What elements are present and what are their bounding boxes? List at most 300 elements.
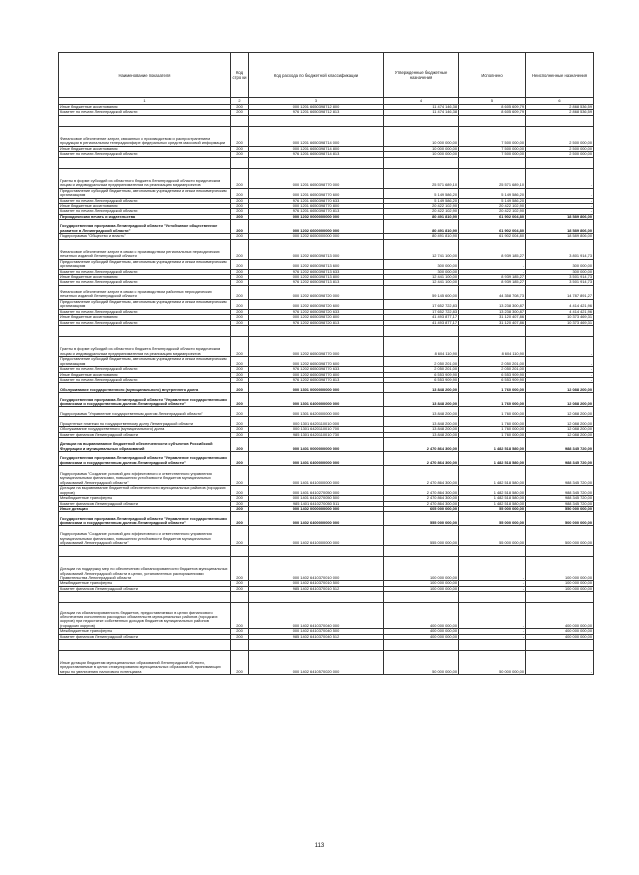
row-name: Предоставление субсидий бюджетным, автономным учреждениям и иным некоммерческим организациям bbox=[59, 357, 231, 367]
row-line-code: 200 bbox=[231, 427, 249, 432]
table-row bbox=[59, 168, 594, 188]
row-unexecuted: 988 345 720,00 bbox=[526, 438, 594, 452]
row-kbk: 000 1402 6410370010 500 bbox=[249, 581, 384, 586]
row-executed: 6 553 909,90 bbox=[459, 372, 526, 377]
header-approved: Утвержденные бюджетные назначения bbox=[384, 53, 459, 98]
row-executed: 1 760 000,00 bbox=[459, 407, 526, 417]
row-executed: 2 050 201,00 bbox=[459, 357, 526, 367]
row-executed: - bbox=[459, 269, 526, 274]
row-line-code: 200 bbox=[231, 110, 249, 115]
row-executed: 8 939 185,27 bbox=[459, 280, 526, 285]
column-number: 4 bbox=[384, 98, 459, 105]
row-line-code: 200 bbox=[231, 438, 249, 452]
row-approved: 100 000 000,00 bbox=[384, 586, 459, 591]
row-approved: 12 441 100,00 bbox=[384, 275, 459, 280]
row-executed: 1 760 000,00 bbox=[459, 432, 526, 437]
row-line-code: 200 bbox=[231, 367, 249, 372]
row-approved: 2 470 864 300,00 bbox=[384, 466, 459, 486]
row-executed bbox=[459, 326, 526, 337]
row-kbk: 985 1301 6420110010 730 bbox=[249, 432, 384, 437]
row-unexecuted: 12 088 200,00 bbox=[526, 417, 594, 427]
table-header-row bbox=[59, 53, 594, 98]
row-name: Иные бюджетные ассигнования bbox=[59, 146, 231, 151]
row-line-code bbox=[231, 592, 249, 603]
row-name bbox=[59, 157, 231, 168]
row-executed: 1 760 000,00 bbox=[459, 417, 526, 427]
row-name: Дотации на выравнивание бюджетной обеспеченности муниципальных районов (городских округов) bbox=[59, 486, 231, 496]
row-name: Комитет по печати Ленинградской области bbox=[59, 309, 231, 314]
row-name: Комитет по печати Ленинградской области bbox=[59, 280, 231, 285]
row-unexecuted: 100 000 000,00 bbox=[526, 586, 594, 591]
row-name: Комитет по печати Ленинградской области bbox=[59, 377, 231, 382]
row-name: Иные дотации bbox=[59, 506, 231, 511]
row-executed: - bbox=[459, 581, 526, 586]
row-approved: 400 000 000,00 bbox=[384, 603, 459, 629]
table-row bbox=[59, 452, 594, 466]
row-unexecuted: 2 868 536,59 bbox=[526, 110, 594, 115]
row-line-code: 200 bbox=[231, 239, 249, 259]
table-row bbox=[59, 259, 594, 269]
row-approved: 80 491 810,90 bbox=[384, 214, 459, 219]
row-approved: 13 848 200,00 bbox=[384, 417, 459, 427]
row-approved: 555 000 000,00 bbox=[384, 512, 459, 526]
row-approved: 2 470 864 300,00 bbox=[384, 486, 459, 496]
row-unexecuted: - bbox=[526, 168, 594, 188]
row-name: Периодическая печать и издательства bbox=[59, 214, 231, 219]
row-approved: 13 848 200,00 bbox=[384, 383, 459, 393]
row-approved: 6 553 909,90 bbox=[384, 372, 459, 377]
row-line-code: 200 bbox=[231, 432, 249, 437]
row-unexecuted: - bbox=[526, 367, 594, 372]
row-line-code: 200 bbox=[231, 557, 249, 581]
row-unexecuted: 3 501 914,73 bbox=[526, 280, 594, 285]
row-executed: - bbox=[459, 603, 526, 629]
row-executed: 7 500 000,00 bbox=[459, 152, 526, 157]
header-unexecuted: Неисполненные назначения bbox=[526, 53, 594, 98]
row-kbk: 000 1201 6650398770 800 bbox=[249, 204, 384, 209]
table-row bbox=[59, 383, 594, 393]
row-name: Комитет по печати Ленинградской области bbox=[59, 367, 231, 372]
row-approved: 17 652 722,83 bbox=[384, 309, 459, 314]
table-row bbox=[59, 220, 594, 234]
row-unexecuted: 4 414 421,96 bbox=[526, 299, 594, 309]
row-name bbox=[59, 592, 231, 603]
budget-report-sheet bbox=[58, 52, 593, 675]
row-kbk: 000 1202 6650398720 800 bbox=[249, 315, 384, 320]
row-line-code: 200 bbox=[231, 146, 249, 151]
row-approved: 25 571 689,10 bbox=[384, 168, 459, 188]
table-row bbox=[59, 466, 594, 486]
row-name: Процентные платежи по государственному долгу Ленинградской области bbox=[59, 417, 231, 427]
row-name: Иные бюджетные ассигнования bbox=[59, 204, 231, 209]
row-kbk: 976 1201 6650398770 813 bbox=[249, 209, 384, 214]
row-name bbox=[59, 546, 231, 557]
row-kbk: 000 1202 6650398770 600 bbox=[249, 357, 384, 367]
row-executed: 1 482 518 580,00 bbox=[459, 501, 526, 506]
row-kbk: 000 1202 6650398770 000 bbox=[249, 337, 384, 357]
row-kbk: 000 1201 6650398714 000 bbox=[249, 126, 384, 146]
table-row bbox=[59, 546, 594, 557]
row-line-code: 200 bbox=[231, 198, 249, 203]
row-unexecuted: 18 589 806,00 bbox=[526, 214, 594, 219]
row-kbk: 976 1201 6650398714 813 bbox=[249, 152, 384, 157]
row-executed bbox=[459, 115, 526, 126]
row-unexecuted: - bbox=[526, 377, 594, 382]
row-executed: - bbox=[459, 557, 526, 581]
row-executed: 61 902 004,80 bbox=[459, 214, 526, 219]
row-name: Обслуживание государственного (муниципального) внутреннего долга bbox=[59, 383, 231, 393]
row-unexecuted: 100 000 000,00 bbox=[526, 557, 594, 581]
row-name bbox=[59, 639, 231, 650]
row-kbk: 976 1202 6650398713 813 bbox=[249, 280, 384, 285]
column-number: 6 bbox=[526, 98, 594, 105]
row-line-code: 200 bbox=[231, 299, 249, 309]
row-unexecuted: 18 589 806,00 bbox=[526, 220, 594, 234]
row-line-code: 200 bbox=[231, 220, 249, 234]
row-line-code: 200 bbox=[231, 275, 249, 280]
row-executed: - bbox=[459, 629, 526, 634]
table-row bbox=[59, 407, 594, 417]
row-kbk bbox=[249, 115, 384, 126]
column-number: 1 bbox=[59, 98, 231, 105]
row-kbk: 000 1402 0000000000 000 bbox=[249, 506, 384, 511]
table-row bbox=[59, 157, 594, 168]
row-kbk: 000 1402 6400000000 000 bbox=[249, 512, 384, 526]
row-approved: 6 553 909,90 bbox=[384, 377, 459, 382]
row-approved: 12 741 100,00 bbox=[384, 239, 459, 259]
row-unexecuted: 400 000 000,00 bbox=[526, 634, 594, 639]
row-executed: 8 939 185,27 bbox=[459, 275, 526, 280]
row-approved: 5 149 586,20 bbox=[384, 188, 459, 198]
row-kbk: 000 1202 6650398713 600 bbox=[249, 259, 384, 269]
row-executed bbox=[459, 592, 526, 603]
row-line-code: 200 bbox=[231, 634, 249, 639]
row-approved: 2 050 201,00 bbox=[384, 357, 459, 367]
row-name: Комитет по печати Ленинградской области bbox=[59, 269, 231, 274]
column-number-row bbox=[59, 98, 594, 105]
row-executed: 2 050 201,00 bbox=[459, 367, 526, 372]
table-row bbox=[59, 299, 594, 309]
row-kbk bbox=[249, 639, 384, 650]
row-name: Дотации на выравнивание бюджетной обеспеченности субъектов Российской Федерации и муниципальных образований bbox=[59, 438, 231, 452]
page-number: 113 bbox=[314, 843, 325, 849]
row-kbk: 000 1401 6410270050 500 bbox=[249, 496, 384, 501]
row-approved bbox=[384, 639, 459, 650]
row-kbk: 976 1202 6650398770 633 bbox=[249, 367, 384, 372]
row-approved: 400 000 000,00 bbox=[384, 629, 459, 634]
row-line-code: 200 bbox=[231, 407, 249, 417]
row-approved: 80 491 810,90 bbox=[384, 220, 459, 234]
row-name: Иные бюджетные ассигнования bbox=[59, 372, 231, 377]
row-line-code: 200 bbox=[231, 315, 249, 320]
row-approved: 13 848 200,00 bbox=[384, 393, 459, 407]
row-name: Финансовое обеспечение затрат в связи с производством региональных периодических печатных изданий Ленинградской области bbox=[59, 239, 231, 259]
header-kbk: Код расхода по бюджетной классификации bbox=[249, 53, 384, 98]
row-line-code: 200 bbox=[231, 417, 249, 427]
row-approved: 605 000 000,00 bbox=[384, 506, 459, 511]
row-line-code: 200 bbox=[231, 383, 249, 393]
row-kbk bbox=[249, 326, 384, 337]
row-executed bbox=[459, 639, 526, 650]
row-name: Государственная программа Ленинградской области "Устойчивое общественное развитие в Ленинградской области" bbox=[59, 220, 231, 234]
row-executed: 25 571 689,10 bbox=[459, 168, 526, 188]
row-approved: 555 000 000,00 bbox=[384, 526, 459, 546]
row-unexecuted: 3 501 914,73 bbox=[526, 275, 594, 280]
row-name: Комитет по печати Ленинградской области bbox=[59, 152, 231, 157]
row-kbk: 000 1402 6410000000 000 bbox=[249, 526, 384, 546]
row-kbk: 000 1402 6410370040 500 bbox=[249, 629, 384, 634]
row-kbk: 976 1201 6650398770 633 bbox=[249, 198, 384, 203]
row-executed: 1 760 000,00 bbox=[459, 427, 526, 432]
row-name: Комитет финансов Ленинградской области bbox=[59, 432, 231, 437]
row-executed: 1 482 518 580,00 bbox=[459, 496, 526, 501]
row-executed: 8 605 609,79 bbox=[459, 105, 526, 110]
row-kbk: 976 1202 6650398770 813 bbox=[249, 377, 384, 382]
table-body bbox=[59, 105, 594, 675]
row-executed: - bbox=[459, 259, 526, 269]
row-unexecuted: 14 787 891,27 bbox=[526, 285, 594, 299]
row-unexecuted: 550 000 000,00 bbox=[526, 506, 594, 511]
row-approved: 13 848 200,00 bbox=[384, 427, 459, 432]
row-unexecuted: 12 088 200,00 bbox=[526, 427, 594, 432]
row-line-code: 200 bbox=[231, 512, 249, 526]
row-kbk: 000 1202 6650398720 000 bbox=[249, 285, 384, 299]
table-row bbox=[59, 650, 594, 674]
row-approved: 10 000 000,00 bbox=[384, 152, 459, 157]
row-unexecuted: 300 000,00 bbox=[526, 259, 594, 269]
row-approved: 10 000 000,00 bbox=[384, 126, 459, 146]
row-executed: 31 120 407,86 bbox=[459, 315, 526, 320]
column-number: 3 bbox=[249, 98, 384, 105]
row-kbk: 000 1401 6410270050 000 bbox=[249, 486, 384, 496]
row-kbk: 000 1401 0000000000 000 bbox=[249, 438, 384, 452]
row-kbk: 000 1202 6650398713 000 bbox=[249, 239, 384, 259]
row-executed: 5 149 586,20 bbox=[459, 188, 526, 198]
row-unexecuted: - bbox=[526, 209, 594, 214]
row-unexecuted: 2 500 000,00 bbox=[526, 152, 594, 157]
row-line-code: 200 bbox=[231, 214, 249, 219]
row-unexecuted: 300 000,00 bbox=[526, 269, 594, 274]
row-approved: 80 491 810,90 bbox=[384, 234, 459, 239]
row-unexecuted: 3 801 914,73 bbox=[526, 239, 594, 259]
row-unexecuted bbox=[526, 592, 594, 603]
header-line-code: Код стро ки bbox=[231, 53, 249, 98]
row-kbk: 000 1201 6650398770 000 bbox=[249, 168, 384, 188]
row-unexecuted bbox=[526, 157, 594, 168]
row-kbk: 000 1301 6420000000 000 bbox=[249, 407, 384, 417]
row-kbk bbox=[249, 546, 384, 557]
row-kbk: 000 1301 0000000000 000 bbox=[249, 383, 384, 393]
row-executed: 50 000 000,00 bbox=[459, 650, 526, 674]
row-name: Государственная программа Ленинградской области "Управление государственными финансами и государственным долгом Ленинградской области" bbox=[59, 512, 231, 526]
row-line-code bbox=[231, 326, 249, 337]
row-line-code: 200 bbox=[231, 357, 249, 367]
row-name: Государственная программа Ленинградской области "Управление государственными финансами и государственным долгом Ленинградской области" bbox=[59, 393, 231, 407]
row-approved: 100 000 000,00 bbox=[384, 581, 459, 586]
table-row bbox=[59, 285, 594, 299]
row-name: Иные бюджетные ассигнования bbox=[59, 275, 231, 280]
row-kbk: 985 1402 6410370040 512 bbox=[249, 634, 384, 639]
row-executed: - bbox=[459, 634, 526, 639]
row-line-code: 200 bbox=[231, 581, 249, 586]
row-approved: 59 145 600,00 bbox=[384, 285, 459, 299]
row-unexecuted: - bbox=[526, 188, 594, 198]
row-name: Государственная программа Ленинградской области "Управление государственными финансами и государственным долгом Ленинградской области" bbox=[59, 452, 231, 466]
row-kbk: 976 1201 6650398712 813 bbox=[249, 110, 384, 115]
row-executed: 55 000 000,00 bbox=[459, 506, 526, 511]
row-kbk: 000 1402 6410370040 000 bbox=[249, 603, 384, 629]
row-approved: 41 493 877,17 bbox=[384, 315, 459, 320]
row-executed: 8 605 609,79 bbox=[459, 110, 526, 115]
row-unexecuted: 2 500 000,00 bbox=[526, 146, 594, 151]
row-line-code: 200 bbox=[231, 586, 249, 591]
row-line-code: 200 bbox=[231, 486, 249, 496]
row-executed bbox=[459, 157, 526, 168]
row-approved: 11 474 146,38 bbox=[384, 110, 459, 115]
row-line-code: 200 bbox=[231, 337, 249, 357]
row-line-code: 200 bbox=[231, 269, 249, 274]
row-name: Подпрограмма "Создание условий для эффективного и ответственного управления муниципальными финансами, повышения устойчивости бюджетов муниципальных образований Ленинградской области" bbox=[59, 466, 231, 486]
row-executed: - bbox=[459, 586, 526, 591]
row-approved: 12 441 100,00 bbox=[384, 280, 459, 285]
row-unexecuted: 500 000 000,00 bbox=[526, 512, 594, 526]
row-kbk: 985 1402 6410370010 512 bbox=[249, 586, 384, 591]
row-name: Обслуживание государственного (муниципального) долга bbox=[59, 427, 231, 432]
row-kbk: 000 1202 0000000000 000 bbox=[249, 214, 384, 219]
row-executed: 7 500 000,00 bbox=[459, 126, 526, 146]
row-line-code: 200 bbox=[231, 105, 249, 110]
row-executed: 13 238 300,87 bbox=[459, 309, 526, 314]
row-executed: 1 482 518 580,00 bbox=[459, 438, 526, 452]
row-name: Иные дотации бюджетам муниципальных образований Ленинградской области, предоставляемые в целях стимулирования муниципальных образований, принимающих меры по увеличению налогового потенциала bbox=[59, 650, 231, 674]
row-approved bbox=[384, 326, 459, 337]
row-name: Иные бюджетные ассигнования bbox=[59, 315, 231, 320]
row-executed: 8 604 110,90 bbox=[459, 337, 526, 357]
row-approved: 13 848 200,00 bbox=[384, 432, 459, 437]
row-name: Комитет по печати Ленинградской области bbox=[59, 209, 231, 214]
header-executed: Исполнено bbox=[459, 53, 526, 98]
table-row bbox=[59, 438, 594, 452]
row-approved: 20 422 102,90 bbox=[384, 209, 459, 214]
row-kbk: 000 1201 6650398770 600 bbox=[249, 188, 384, 198]
row-line-code bbox=[231, 639, 249, 650]
row-executed: 7 500 000,00 bbox=[459, 146, 526, 151]
row-name: Подпрограмма "Общество и власть" bbox=[59, 234, 231, 239]
row-kbk: 000 1202 6650398713 800 bbox=[249, 275, 384, 280]
row-unexecuted: 500 000 000,00 bbox=[526, 526, 594, 546]
row-unexecuted: 10 373 469,31 bbox=[526, 320, 594, 325]
row-unexecuted: 10 373 469,31 bbox=[526, 315, 594, 320]
row-kbk: 000 1202 6650000000 000 bbox=[249, 234, 384, 239]
row-kbk: 000 1402 6410370010 000 bbox=[249, 557, 384, 581]
table-row bbox=[59, 526, 594, 546]
row-executed: 8 939 185,27 bbox=[459, 239, 526, 259]
row-approved: 8 604 110,90 bbox=[384, 337, 459, 357]
row-line-code: 200 bbox=[231, 629, 249, 634]
row-name: Межбюджетные трансферты bbox=[59, 629, 231, 634]
row-line-code: 200 bbox=[231, 309, 249, 314]
row-approved bbox=[384, 115, 459, 126]
row-kbk: 976 1202 6650398720 633 bbox=[249, 309, 384, 314]
row-executed: 44 358 708,73 bbox=[459, 285, 526, 299]
table-row bbox=[59, 188, 594, 198]
row-executed: 20 422 102,90 bbox=[459, 204, 526, 209]
row-unexecuted bbox=[526, 639, 594, 650]
row-name: Предоставление субсидий бюджетным, автономным учреждениям и иным некоммерческим организациям bbox=[59, 259, 231, 269]
row-unexecuted bbox=[526, 326, 594, 337]
row-approved bbox=[384, 546, 459, 557]
row-kbk: 000 1301 6420110010 700 bbox=[249, 427, 384, 432]
row-approved: 2 470 864 300,00 bbox=[384, 452, 459, 466]
row-unexecuted: 12 088 200,00 bbox=[526, 407, 594, 417]
row-line-code: 200 bbox=[231, 168, 249, 188]
row-line-code: 200 bbox=[231, 152, 249, 157]
row-name: Предоставление субсидий бюджетным, автономным учреждениям и иным некоммерческим организациям bbox=[59, 188, 231, 198]
row-line-code: 200 bbox=[231, 188, 249, 198]
row-line-code: 200 bbox=[231, 259, 249, 269]
row-approved: 41 493 877,17 bbox=[384, 320, 459, 325]
budget-table bbox=[58, 52, 594, 675]
row-unexecuted: 988 345 720,00 bbox=[526, 486, 594, 496]
row-unexecuted: 988 345 720,00 bbox=[526, 466, 594, 486]
header-name: Наименование показателя bbox=[59, 53, 231, 98]
table-row bbox=[59, 512, 594, 526]
row-approved: 10 000 000,00 bbox=[384, 146, 459, 151]
row-name: Комитет финансов Ленинградской области bbox=[59, 634, 231, 639]
row-executed: 20 422 102,90 bbox=[459, 209, 526, 214]
row-unexecuted bbox=[526, 546, 594, 557]
row-unexecuted: - bbox=[526, 372, 594, 377]
row-executed: 55 000 000,00 bbox=[459, 526, 526, 546]
row-executed: 61 902 004,80 bbox=[459, 234, 526, 239]
row-line-code: 200 bbox=[231, 452, 249, 466]
row-approved: 100 000 000,00 bbox=[384, 557, 459, 581]
row-name: Финансовое обеспечение затрат в связи с производством районных периодических печатных изданий Ленинградской области bbox=[59, 285, 231, 299]
row-executed bbox=[459, 546, 526, 557]
row-line-code: 200 bbox=[231, 506, 249, 511]
row-approved: 2 050 201,00 bbox=[384, 367, 459, 372]
row-unexecuted: 988 345 720,00 bbox=[526, 452, 594, 466]
row-line-code: 200 bbox=[231, 377, 249, 382]
row-name: Межбюджетные трансферты bbox=[59, 581, 231, 586]
table-row bbox=[59, 486, 594, 496]
row-unexecuted bbox=[526, 115, 594, 126]
row-approved bbox=[384, 157, 459, 168]
row-approved: 50 000 000,00 bbox=[384, 650, 459, 674]
row-kbk: 000 1201 6650398712 800 bbox=[249, 105, 384, 110]
row-kbk: 976 1202 6650398713 633 bbox=[249, 269, 384, 274]
row-name: Дотации на поддержку мер по обеспечению сбалансированности бюджетов муниципальных образований Ленинградской области в целях, установленных распоряжениями Правительства Ленинградской области bbox=[59, 557, 231, 581]
row-executed: 5 149 586,20 bbox=[459, 198, 526, 203]
column-number: 2 bbox=[231, 98, 249, 105]
row-kbk: 000 1401 6400000000 000 bbox=[249, 452, 384, 466]
row-kbk: 976 1202 6650398720 813 bbox=[249, 320, 384, 325]
row-line-code: 200 bbox=[231, 280, 249, 285]
table-row bbox=[59, 337, 594, 357]
row-name: Дотации на сбалансированность бюджетов, предоставляемых в целях финансового обеспечения исполнения расходных обязательств муниципальных районов (городских округов) при недостатке собственных доходов бюджетов муниципальных районов (городских округов) bbox=[59, 603, 231, 629]
row-approved: 2 470 864 300,00 bbox=[384, 438, 459, 452]
row-line-code: 200 bbox=[231, 234, 249, 239]
row-unexecuted: - bbox=[526, 650, 594, 674]
table-row bbox=[59, 557, 594, 581]
row-line-code: 200 bbox=[231, 372, 249, 377]
row-approved: 17 652 722,83 bbox=[384, 299, 459, 309]
row-unexecuted: 2 868 536,59 bbox=[526, 105, 594, 110]
row-line-code: 200 bbox=[231, 526, 249, 546]
row-approved: 11 474 146,38 bbox=[384, 105, 459, 110]
row-unexecuted: 988 345 720,00 bbox=[526, 496, 594, 501]
row-name: Гранты в форме субсидий из областного бюджета Ленинградской области юридическим лицам и индивидуальным предпринимателям на реализацию медиапроектов bbox=[59, 168, 231, 188]
